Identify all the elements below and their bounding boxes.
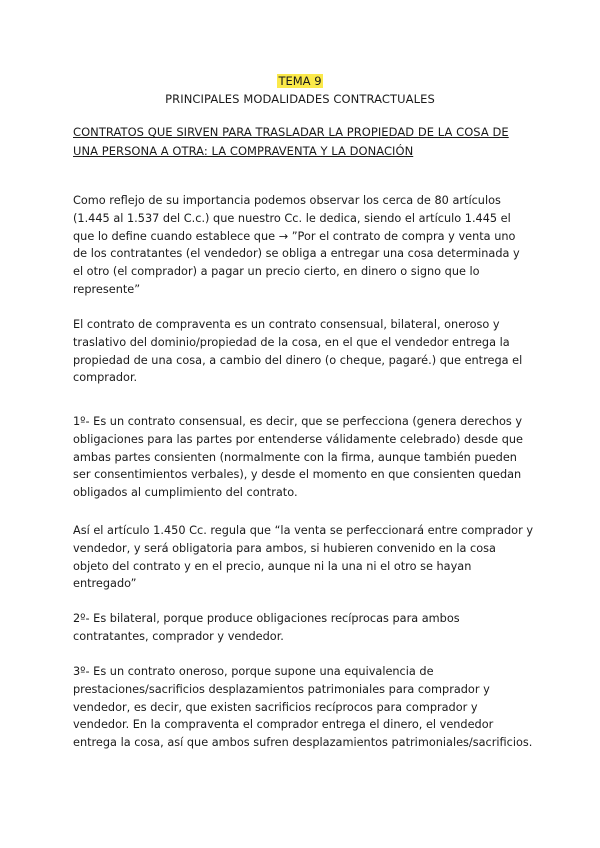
paragraph-consensual: 1º- Es un contrato consensual, es decir, que se perfecciona (genera derechos y obligaciones para las partes por entenderse válidamente celebrado) desde que ambas partes consienten (normalmente con la firma, aunque también pueden ser consentimientos verbales), y desde el momento en que consienten quedan obligados al cumplimiento del contrato.: [73, 415, 523, 500]
document-subtitle: PRINCIPALES MODALIDADES CONTRACTUALES: [165, 92, 435, 106]
section-heading: CONTRATOS QUE SIRVEN PARA TRASLADAR LA PROPIEDAD DE LA COSA DE UNA PERSONA A OTRA: LA COMPRAVENTA Y LA DONACIÓN: [73, 125, 509, 158]
paragraph-bilateral: 2º- Es bilateral, porque produce obligaciones recíprocas para ambos contratantes, comprador y vendedor.: [73, 612, 460, 643]
paragraph-characteristics: El contrato de compraventa es un contrato consensual, bilateral, oneroso y traslativo del dominio/propiedad de la cosa, en el que el vendedor entrega la propiedad de una cosa, a cambio del dinero (o cheque, pagaré.) que entrega el comprador.: [73, 318, 523, 385]
topic-label: [0, 73, 600, 89]
topic-highlight: TEMA 9: [278, 74, 322, 88]
paragraph-onerous: 3º- Es un contrato oneroso, porque supone una equivalencia de prestaciones/sacrificios desplazamientos patrimoniales para comprador y vendedor, es decir, que existen sacrificios recíprocos para comprador y vendedor. En la compraventa el comprador entrega el dinero, el vendedor entrega la cosa, así que ambos sufren desplazamientos patrimoniales/sacrificios.: [73, 665, 533, 750]
paragraph-definition: Como reflejo de su importancia podemos observar los cerca de 80 artículos (1.445 al 1.537 del C.c.) que nuestro Cc. le dedica, siendo el artículo 1.445 el que lo define cuando establece que → ”Por el contrato de compra y venta uno de los contratantes (el vendedor) se obliga a entregar una cosa determinada y el otro (el comprador) a pagar un precio cierto, en dinero o signo que lo represente”: [73, 194, 520, 296]
paragraph-article-1450: Así el artículo 1.450 Cc. regula que “la venta se perfeccionará entre comprador y vendedor, y será obligatoria para ambos, si hubieren convenido en la cosa objeto del contrato y en el precio, aunque ni la una ni el otro se hayan entregado”: [73, 524, 534, 591]
